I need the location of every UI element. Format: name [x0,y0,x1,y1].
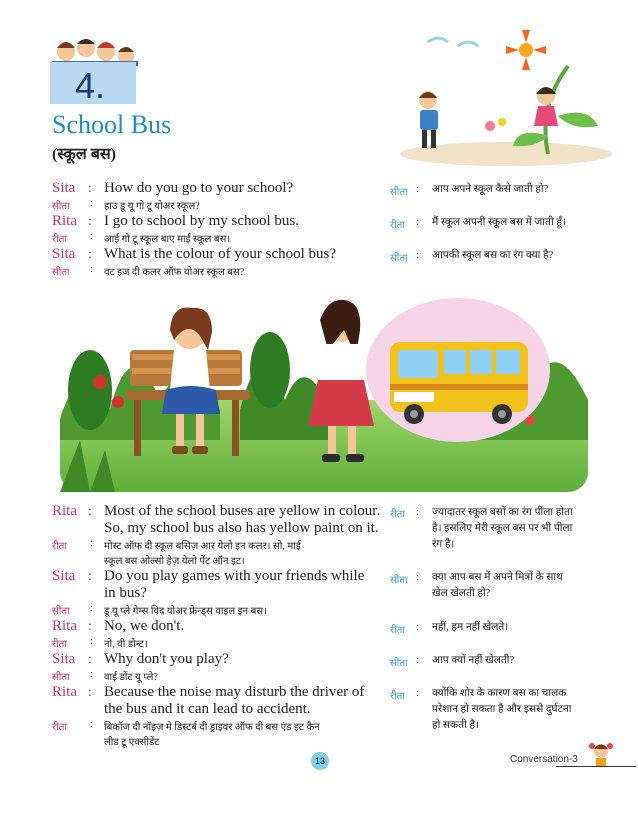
page-title: School Bus [52,110,172,139]
page-number: 13 [311,752,329,770]
english-line: How do you go to your school? [104,180,294,196]
speaker-name: Sita [52,180,76,196]
english-line: in bus? [104,585,147,601]
colon: : [416,507,419,518]
english-line: the bus and it can lead to accident. [104,701,311,717]
hindi-speaker: रीता [390,220,405,231]
hindi-translation: हो सकती है। [432,720,479,731]
transliteration: वट इज दी कलर ऑफ योअर स्कूल बस? [104,267,245,278]
hindi-translation: आपकी स्कूल बस का रंग क्या है? [432,250,554,261]
speaker-name-hindi: सीता [52,201,70,212]
hindi-translation: आप अपने स्कूल कैसे जाती हो? [432,184,549,195]
colon: : [416,655,419,666]
english-line: Most of the school buses are yellow in colour. [104,503,381,519]
footer-rule [556,766,636,767]
hindi-translation: क्योंकि शोर के कारण बस का चालक [432,688,567,699]
speaker-name-hindi: सीता [52,606,70,617]
transliteration: मोस्ट ऑफ दी स्कूल बसिज़ आर येलो इन कलर। सो, माई [104,541,301,552]
speaker-name-hindi: रीता [52,722,67,733]
hindi-translation: मैं स्कूल अपनी स्कूल बस में जाती हूँ। [432,217,566,228]
hindi-translation: आप क्यों नहीं खेलती? [432,655,515,666]
hindi-translation: है। इसलिए मेरी स्कूल बस पर भी पीला [432,523,573,534]
hindi-translation: खेल खेलती हो? [432,588,491,599]
colon: : [90,538,93,549]
speaker-name-hindi: सीता [52,267,70,278]
transliteration: वाई डोंट यू प्ले? [104,672,158,683]
colon: : [416,250,419,261]
english-line: No, we don't. [104,618,185,634]
english-line: Do you play games with your friends while [104,568,365,584]
speaker-name: Sita [52,568,76,584]
hindi-speaker: रीता [390,625,405,636]
colon: : [88,181,92,196]
hindi-speaker: सीता [390,658,408,669]
colon: : [88,652,92,667]
park-scene-illustration [60,290,588,492]
transliteration: नो, वी डोन्ट। [104,639,148,650]
colon: : [90,669,93,680]
speaker-name-hindi: रीता [52,541,67,552]
speaker-name: Rita [52,213,77,229]
hindi-speaker: सीता [390,187,408,198]
speaker-name-hindi: सीता [52,672,70,683]
colon: : [416,622,419,633]
colon: : [90,719,93,730]
colon: : [88,569,92,584]
colon: : [90,198,93,209]
page-subtitle: (स्कूल बस) [52,146,116,163]
transliteration: स्कूल बस ओल्सो हेज़ येलो पेंट ऑन इट। [104,556,245,567]
english-line: So, my school bus also has yellow paint on it. [104,520,379,536]
hindi-translation: परेशान हो सकता है और इससे दुर्घटना [432,704,572,715]
english-line: Because the noise may disturb the driver of [104,684,365,700]
colon: : [88,619,92,634]
speaker-name: Rita [52,503,77,519]
hindi-speaker: सीता [390,253,408,264]
speaker-name-hindi: रीता [52,234,67,245]
english-line: I go to school by my school bus. [104,213,299,229]
hindi-translation: क्या आप बस में अपने मित्रों के साथ [432,572,563,583]
transliteration: डू यू प्ले गेम्स विद योअर फ्रेन्ड्स वाइल इन बस। [104,606,267,617]
colon: : [90,603,93,614]
transliteration: आई गो टू स्कूल बाए माई स्कूल बस। [104,234,231,245]
colon: : [88,214,92,229]
colon: : [90,264,93,275]
cartoon-doll-icon [586,742,616,766]
speaker-name: Sita [52,651,76,667]
colon: : [90,636,93,647]
transliteration: लीड टू एक्सीडेंट [104,737,160,748]
chapter-number: 4. [75,65,106,106]
colon: : [88,247,92,262]
speaker-name: Sita [52,246,76,262]
hindi-speaker: सीता [390,575,408,586]
colon: : [88,685,92,700]
english-line: Why don't you play? [104,651,229,667]
hindi-translation: ज्यादातर स्कूल बसों का रंग पीला होता [432,507,573,518]
hindi-speaker: रीता [390,509,405,520]
speaker-name: Rita [52,684,77,700]
colon: : [88,504,92,519]
hindi-speaker: रीता [390,691,405,702]
speaker-name-hindi: रीता [52,639,67,650]
hindi-translation: नहीं, हम नहीं खेलते। [432,622,509,633]
colon: : [416,688,419,699]
speaker-name: Rita [52,618,77,634]
footer-label: Conversation-3 [510,754,578,765]
english-line: What is the colour of your school bus? [104,246,337,262]
colon: : [90,231,93,242]
transliteration: हाउ डू यू गो टू योअर स्कूल? [104,201,200,212]
hindi-translation: रंग है। [432,539,455,550]
transliteration: बिकॉज दी नॉइज़ मे डिस्टर्ब दी ड्राइवर ऑफ दी बस एंड इट कैन [104,722,320,733]
colon: : [416,572,419,583]
colon: : [416,217,419,228]
children-flower-illustration [398,26,614,170]
colon: : [416,184,419,195]
